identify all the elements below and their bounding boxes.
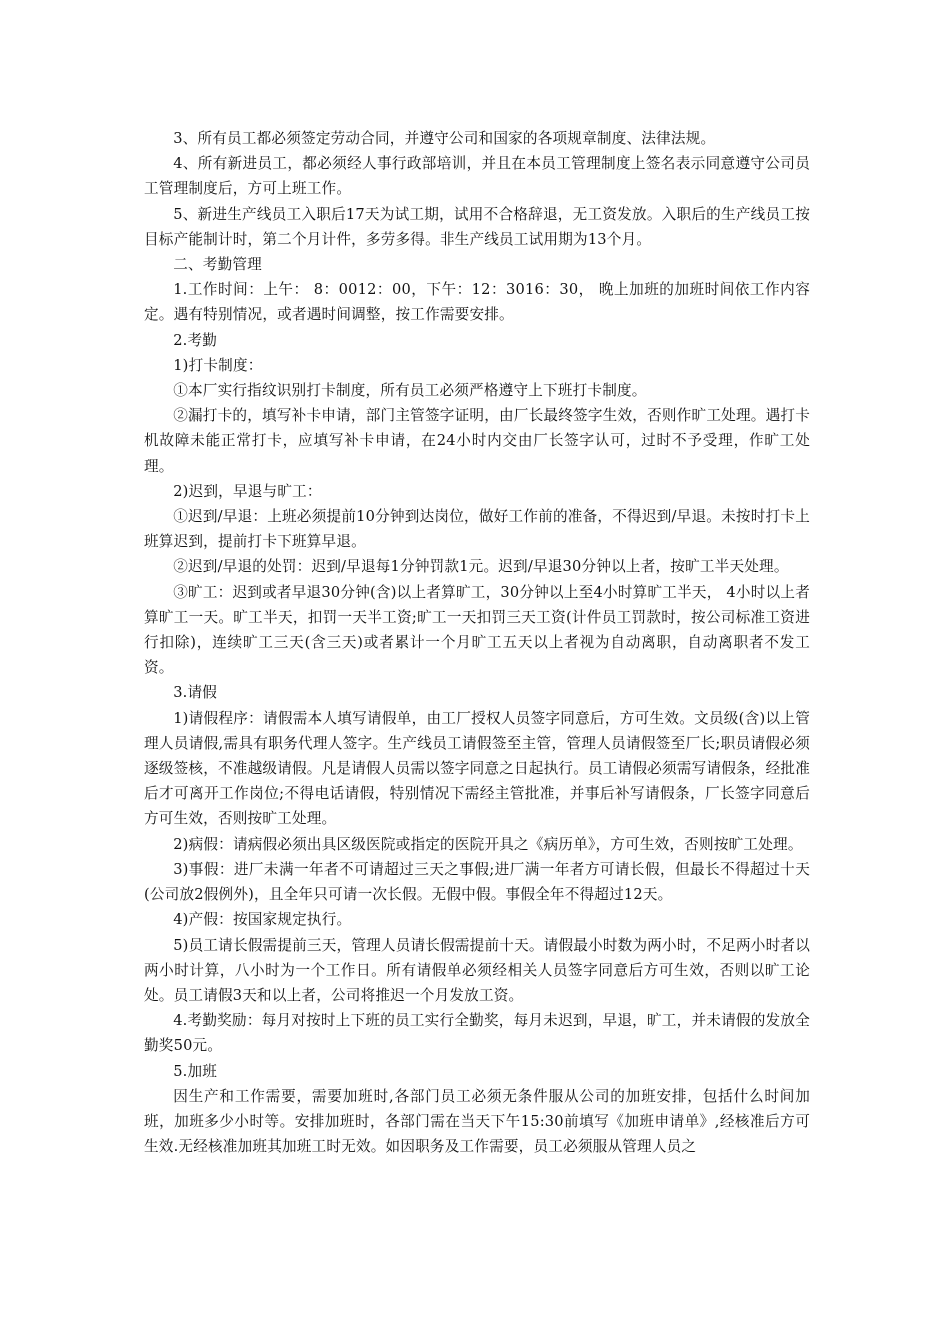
- paragraph-rule-5: 5、新进生产线员工入职后17天为试工期，试用不合格辞退，无工资发放。入职后的生产线员工按目标产能制计时，第二个月计件，多劳多得。非生产线员工试用期为13个月。: [144, 205, 810, 248]
- paragraph-missed-clock: ②漏打卡的，填写补卡申请，部门主管签字证明，由厂长最终签字生效，否则作旷工处理。遇打卡机故障未能正常打卡，应填写补卡申请，在24小时内交由厂长签字认可，过时不予受理，作旷工处理。: [144, 407, 810, 475]
- paragraph-rule-3: 3、所有员工都必须签定劳动合同，并遵守公司和国家的各项规章制度、法律法规。: [173, 130, 716, 147]
- subheading-late-early-absent: 2)迟到，早退与旷工：: [173, 482, 322, 500]
- paragraph-personal-leave: 3)事假：进厂未满一年者不可请超过三天之事假;进厂满一年者方可请长假，但最长不得超过十天(公司放2假例外)，且全年只可请一次长假。无假中假。事假全年不得超过12天。: [144, 860, 810, 904]
- subheading-leave: 3.请假: [173, 684, 218, 702]
- paragraph-maternity-leave: 4)产假：按国家规定执行。: [173, 911, 352, 929]
- paragraph-overtime: 因生产和工作需要，需要加班时,各部门员工必须无条件服从公司的加班安排，包括什么时间加班，加班多少小时等。安排加班时，各部门需在当天下午15:30前填写《加班申请单》,经核准后方可生效.无经核准加班其加班工时无效。如因职务及工作需要，员工必须服从管理人员之: [144, 1087, 810, 1156]
- paragraph-rule-4: 4、所有新进员工，都必须经人事行政部培训，并且在本员工管理制度上签名表示同意遵守公司员工管理制度后，方可上班工作。: [144, 155, 810, 198]
- document-body: [144, 126, 810, 1159]
- paragraph-attendance-bonus: 4.考勤奖励：每月对按时上下班的员工实行全勤奖，每月未迟到，早退，旷工，并未请假的发放全勤奖50元。: [144, 1012, 810, 1055]
- paragraph-late-early: ①迟到/早退：上班必须提前10分钟到达岗位，做好工作前的准备，不得迟到/早退。未按时打卡上班算迟到，提前打卡下班算早退。: [144, 508, 810, 551]
- paragraph-leave-procedure: 1)请假程序：请假需本人填写请假单，由工厂授权人员签字同意后，方可生效。文员级(含)以上管理人员请假,需具有职务代理人签字。生产线员工请假签至主管，管理人员请假签至厂长;职员请假必须逐级签核，不准越级请假。凡是请假人员需以签字同意之日起执行。员工请假必须需写请假条，经批准后才可离开工作岗位;不得电话请假，特别情况下需经主管批准，并事后补写请假条，厂长签字同意后方可生效，否则按旷工处理。: [144, 709, 810, 828]
- paragraph-long-leave: 5)员工请长假需提前三天，管理人员请长假需提前十天。请假最小时数为两小时，不足两小时者以两小时计算，八小时为一个工作日。所有请假单必须经相关人员签字同意后方可生效，否则以旷工论处。员工请假3天和以上者，公司将推迟一个月发放工资。: [144, 936, 810, 1004]
- paragraph-late-penalty: ②迟到/早退的处罚：迟到/早退每1分钟罚款1元。迟到/早退30分钟以上者，按旷工半天处理。: [173, 558, 789, 576]
- section-heading-attendance: 二、考勤管理: [173, 256, 262, 274]
- paragraph-absenteeism: ③旷工：迟到或者早退30分钟(含)以上者算旷工，30分钟以上至4小时算旷工半天， 4小时以上者算旷工一天。旷工半天，扣罚一天半工资;旷工一天扣罚三天工资(计件员工罚款时，按公司标准工资进行扣除)，连续旷工三天(含三天)或者累计一个月旷工五天以上者视为自动离职，自动离职者不发工资。: [144, 583, 810, 677]
- paragraph-work-hours: 1.工作时间：上午： 8：0012：00，下午：12：3016：30， 晚上加班的加班时间依工作内容定。遇有特别情况，或者遇时间调整，按工作需要安排。: [144, 281, 810, 324]
- subheading-overtime: 5.加班: [173, 1062, 218, 1080]
- subheading-attendance: 2.考勤: [173, 331, 218, 349]
- subheading-clock-in: 1)打卡制度：: [173, 356, 263, 374]
- paragraph-fingerprint: ①本厂实行指纹识别打卡制度，所有员工必须严格遵守上下班打卡制度。: [173, 382, 647, 400]
- paragraph-sick-leave: 2)病假：请病假必须出具区级医院或指定的医院开具之《病历单》，方可生效，否则按旷工处理。: [173, 835, 803, 853]
